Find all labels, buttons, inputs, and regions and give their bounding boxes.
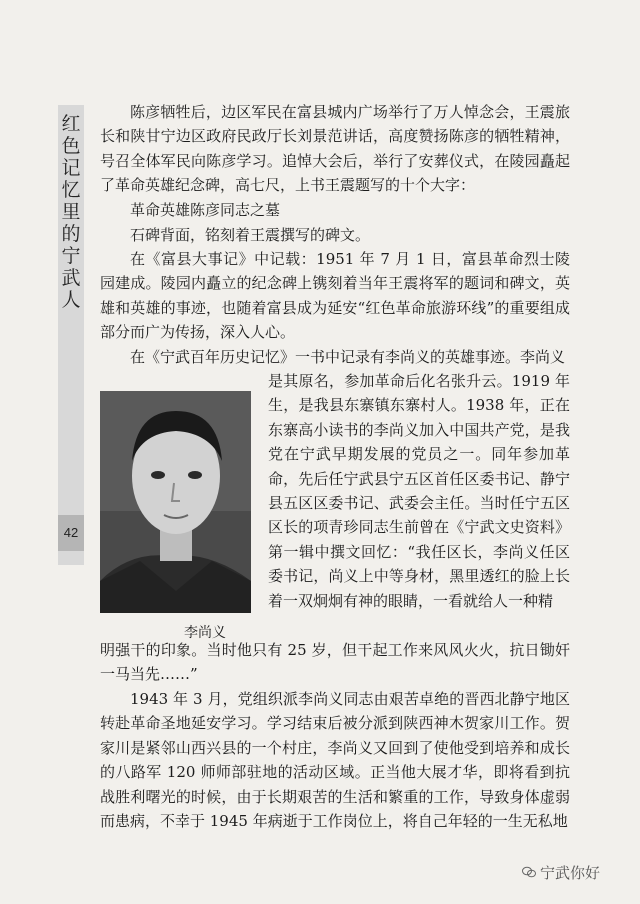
portrait-image: [100, 391, 251, 613]
paragraph-4-body: 是其原名，参加革命后化名张升云。1919 年生，是我县东寨镇东寨村人。1938 年，正在东寨高小读书的李尚义加入中国共产党，是我党在宁武早期发展的党员之一。同年参加革命，先后任宁武县宁五区首任区委书记、静宁县五区区委书记、武委会主任。当时任宁五区区长的项青珍同志生前曾在《宁武文史资料》第一辑中撰文回忆：“我任区长，李尚义任区委书记，尚义上中等身材，黑里透红的脸上长着一双炯炯有神的眼睛，一看就给人一种精: [268, 372, 570, 610]
epitaph-line: 革命英雄陈彦同志之墓: [130, 201, 281, 219]
paragraph-2: 石碑背面，铭刻着王震撰写的碑文。: [130, 226, 371, 244]
paragraph-1: 陈彦牺牲后，边区军民在富县城内广场举行了万人悼念会，王震旅长和陕甘宁边区政府民政厅长刘景范讲话，高度赞扬陈彦的牺牲精神，号召全体军民向陈彦学习。追悼大会后，举行了安葬仪式，在陵园矗起了革命英雄纪念碑，高七尺，上书王震题写的十个大字：: [100, 103, 570, 195]
paragraph-5: 1943 年 3 月，党组织派李尚义同志由艰苦卓绝的晋西北静宁地区转赴革命圣地延安学习。学习结束后被分派到陕西神木贺家川工作。贺家川是紧邻山西兴县的一个村庄，李尚义又回到了使他受到培养和成长的八路军 120 师师部驻地的活动区域。正当他大展才华，即将看到抗战胜利曙光的时候，由于长期艰苦的生活和繁重的工作，导致身体虚弱而患病，不幸于 1945 年病逝于工作岗位上，将自己年轻的一生无私地: [100, 690, 570, 831]
watermark-text: 宁武你好: [540, 865, 601, 882]
wechat-icon: [522, 866, 536, 878]
chapter-sidebar: [58, 105, 84, 565]
paragraph-3: 在《富县大事记》中记载：1951 年 7 月 1 日，富县革命烈士陵园建成。陵园内矗立的纪念碑上镌刻着当年王震将军的题词和碑文，英雄和英雄的事迹，也随着富县成为延安“红色革命旅游环线”的重要组成部分而广为传扬，深入人心。: [100, 250, 570, 342]
chapter-title: 红色记忆里的宁武人: [61, 113, 81, 311]
page-number: 42: [63, 525, 79, 540]
photo-caption: 李尚义: [184, 625, 226, 641]
paragraph-4-start: 在《宁武百年历史记忆》一书中记录有李尚义的英雄事迹。李尚义: [130, 348, 566, 366]
paragraph-4-end: 明强干的印象。当时他只有 25 岁，但干起工作来风风火火，抗日锄奸一马当先……”: [100, 641, 570, 684]
portrait-photo: [100, 391, 251, 613]
page-number-box: [58, 515, 84, 551]
